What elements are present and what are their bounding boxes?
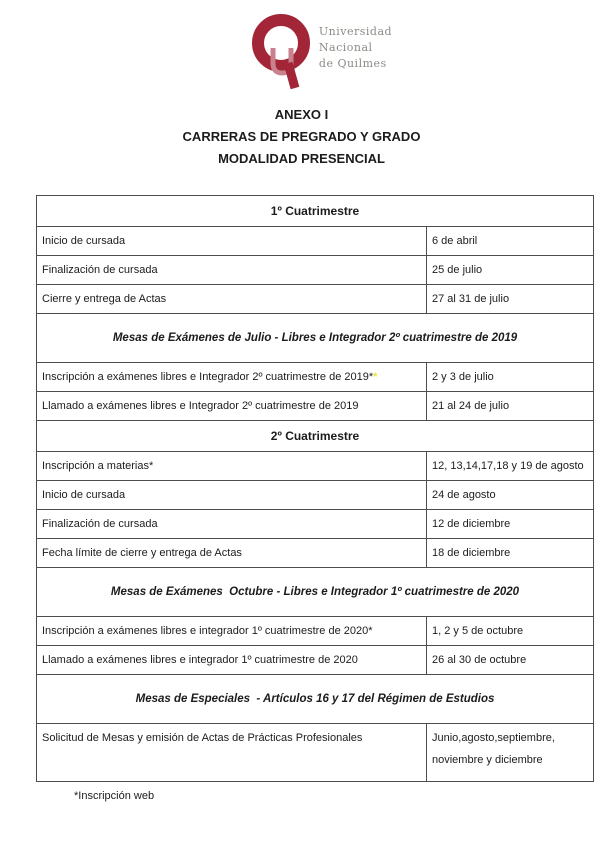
- row-value: 27 al 31 de julio: [427, 285, 594, 314]
- row-label: [37, 363, 427, 392]
- table-row: [37, 481, 594, 510]
- section-title: Mesas de Exámenes Octubre - Libres e Integrador 1º cuatrimestre de 2020: [37, 568, 594, 617]
- table-row: [37, 452, 594, 481]
- row-label: Llamado a exámenes libres e Integrador 2º cuatrimestre de 2019: [37, 392, 427, 421]
- row-value: 12, 13,14,17,18 y 19 de agosto: [427, 452, 594, 481]
- section-title: 2º Cuatrimestre: [37, 421, 594, 452]
- table-row: [37, 392, 594, 421]
- row-label: Finalización de cursada: [37, 510, 427, 539]
- logo-line-2: Nacional: [318, 41, 373, 54]
- academic-calendar-table: [36, 195, 594, 782]
- section-title: Mesas de Especiales - Artículos 16 y 17 del Régimen de Estudios: [37, 675, 594, 724]
- table-row: [37, 256, 594, 285]
- table-row: [37, 363, 594, 392]
- row-value: Junio,agosto,septiembre, noviembre y diciembre: [427, 724, 594, 782]
- section-header-mesas-octubre: [37, 568, 594, 617]
- footnote-inscripcion-web: *Inscripción web: [74, 790, 155, 802]
- row-value: 26 al 30 de octubre: [427, 646, 594, 675]
- row-label: Llamado a exámenes libres e integrador 1º cuatrimestre de 2020: [37, 646, 427, 675]
- row-label: Cierre y entrega de Actas: [37, 285, 427, 314]
- row-label: Inicio de cursada: [37, 227, 427, 256]
- row-value: 21 al 24 de julio: [427, 392, 594, 421]
- row-label: Inicio de cursada: [37, 481, 427, 510]
- logo-line-3: de Quilmes: [318, 57, 387, 70]
- section-header-2nd-cuatrimestre: [37, 421, 594, 452]
- row-label: Finalización de cursada: [37, 256, 427, 285]
- section-title: 1º Cuatrimestre: [37, 196, 594, 227]
- row-label: Inscripción a exámenes libres e integrador 1º cuatrimestre de 2020*: [37, 617, 427, 646]
- row-value: 24 de agosto: [427, 481, 594, 510]
- row-label: Inscripción a materias*: [37, 452, 427, 481]
- logo-wordmark: [319, 10, 392, 72]
- row-label-text: Inscripción a exámenes libres e Integrador 2º cuatrimestre de 2019*: [42, 371, 374, 383]
- row-value: 6 de abril: [427, 227, 594, 256]
- row-label: Solicitud de Mesas y emisión de Actas de Prácticas Profesionales: [37, 724, 427, 782]
- section-header-mesas-julio: [37, 314, 594, 363]
- table-row: [37, 646, 594, 675]
- table-row: [37, 510, 594, 539]
- logo-line-1: Universidad: [318, 25, 393, 38]
- section-header-1st-cuatrimestre: [37, 196, 594, 227]
- title-modalidad: MODALIDAD PRESENCIAL: [218, 151, 385, 166]
- row-value: 12 de diciembre: [427, 510, 594, 539]
- row-value: 18 de diciembre: [427, 539, 594, 568]
- table-row: [37, 724, 594, 782]
- logo: [40, 0, 603, 90]
- row-value: 2 y 3 de julio: [427, 363, 594, 392]
- row-label: Fecha límite de cierre y entrega de Actas: [37, 539, 427, 568]
- row-value: 25 de julio: [427, 256, 594, 285]
- title-carreras: CARRERAS DE PREGRADO Y GRADO: [182, 129, 421, 144]
- row-value: 1, 2 y 5 de octubre: [427, 617, 594, 646]
- table-row: [37, 227, 594, 256]
- table-row: [37, 539, 594, 568]
- title-anexo: ANEXO I: [274, 107, 329, 122]
- table-row: [37, 617, 594, 646]
- section-header-mesas-especiales: [37, 675, 594, 724]
- table-row: [37, 285, 594, 314]
- yellow-highlight-mark: *: [373, 371, 378, 383]
- unq-q-logo-icon: [251, 10, 313, 90]
- section-title: Mesas de Exámenes de Julio - Libres e Integrador 2º cuatrimestre de 2019: [37, 314, 594, 363]
- document-title-block: [0, 104, 603, 170]
